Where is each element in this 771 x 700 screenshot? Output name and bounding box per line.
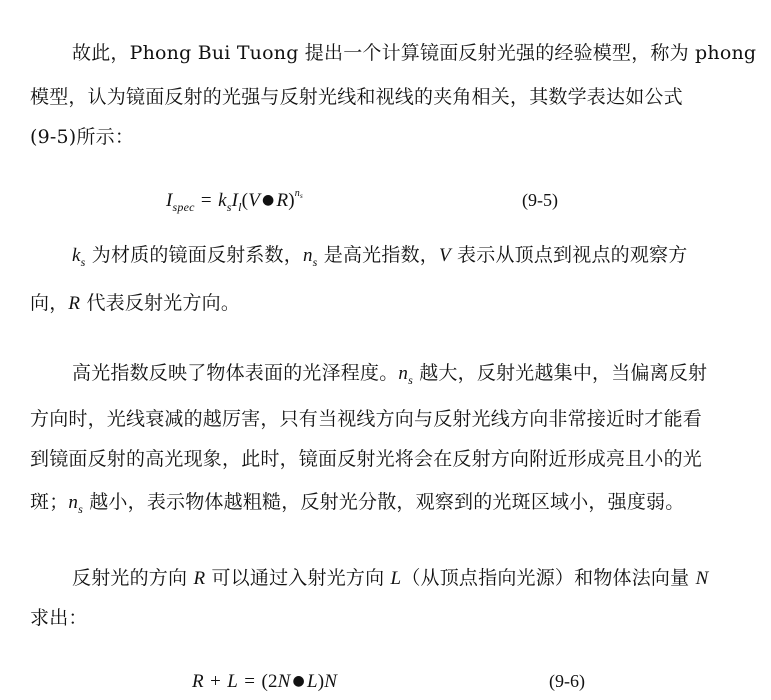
eq-plus: + [210,671,221,692]
text-segment: 代表反射光方向。 [80,292,241,314]
subscript-s: s [408,373,413,387]
eq-subscript-l: l [238,200,242,214]
eq-open-paren: ( [241,190,249,211]
eq-symbol-R: R [192,671,204,692]
eq-exponent [295,188,303,199]
eq-symbol-R: R [276,190,289,211]
text-segment: （从顶点指向光源）和物体法向量 [401,567,696,589]
text-segment: 越小，表示物体越粗糙，反射光分散，观察到的光斑区域小，强度弱。 [82,491,685,513]
eq-symbol-L: L [306,671,318,692]
eq-equals: = [244,671,256,692]
eq-subscript-s: s [226,200,232,214]
eq-equals: = [200,190,212,211]
eq-open-paren-two: (2 [261,671,278,692]
symbol-n: n [302,245,313,266]
symbol-N: N [695,568,709,589]
paragraph-4-line-2: 求出： [30,607,88,629]
text-segment: 斑； [30,491,69,513]
eq-close-paren: ) [317,671,325,692]
eq-dot-operator: ● [262,192,275,208]
paragraph-3-line-2: 方向时，光线衰减的越厉害，只有当视线方向与反射光线方向非常接近时才能看 [30,408,703,430]
paragraph-2-line-1 [72,240,687,270]
paragraph-3-line-1 [72,358,707,388]
symbol-L: L [390,568,402,589]
eq-dot-operator: ● [292,673,305,689]
paragraph-3-line-4 [30,487,684,517]
text-segment: 越大，反射光越集中，当偏离反射 [412,362,708,384]
eq-symbol-V: V [248,190,261,211]
paragraph-3-line-3: 到镜面反射的高光现象，此时，镜面反射光将会在反射方向附近形成亮且小的光 [30,448,703,470]
subscript-s: s [78,502,83,516]
eq-exponent-sub-s: s [299,192,303,200]
paragraph-1-line-3: (9-5)所示： [30,126,135,148]
eq-symbol-k: k [218,190,227,211]
text-segment: 高光指数反映了物体表面的光泽程度。 [72,362,399,384]
text-segment: 是高光指数， [317,244,439,266]
eq-symbol-I-l: I [231,190,239,211]
paragraph-4-line-1 [72,563,708,590]
symbol-V: V [439,245,451,266]
symbol-R: R [193,568,206,589]
symbol-R: R [68,293,81,314]
symbol-n: n [398,363,409,384]
paragraph-1-line-2: 模型，认为镜面反射的光强与反射光线和视线的夹角相关，其数学表达如公式 [30,86,683,108]
eq-subscript-spec: spec [172,200,195,214]
text-segment: 向， [30,292,69,314]
subscript-s: s [312,255,318,269]
equation-number-9-5: (9-5) [522,190,558,210]
text-segment: 反射光的方向 [72,567,194,589]
equation-number-9-6: (9-6) [549,671,585,691]
equation-9-6 [192,670,337,693]
eq-symbol-L: L [227,671,239,692]
paragraph-2-line-2 [30,288,240,315]
symbol-k: k [72,245,81,266]
eq-symbol-N: N [277,671,291,692]
eq-symbol-N: N [324,671,338,692]
subscript-s: s [80,255,86,269]
eq-exponent-n: n [294,188,300,199]
eq-close-paren: ) [288,190,295,211]
paragraph-1-line-1: 故此，Phong Bui Tuong 提出一个计算镜面反射光强的经验模型，称为 phong [72,42,757,64]
text-segment: 可以通过入射光方向 [205,567,391,589]
text-segment: 表示从顶点到视点的观察方 [450,244,688,266]
symbol-n: n [68,492,79,513]
text-segment: 为材质的镜面反射系数， [85,244,303,266]
eq-symbol-I: I [166,190,173,211]
equation-9-5 [166,188,303,215]
